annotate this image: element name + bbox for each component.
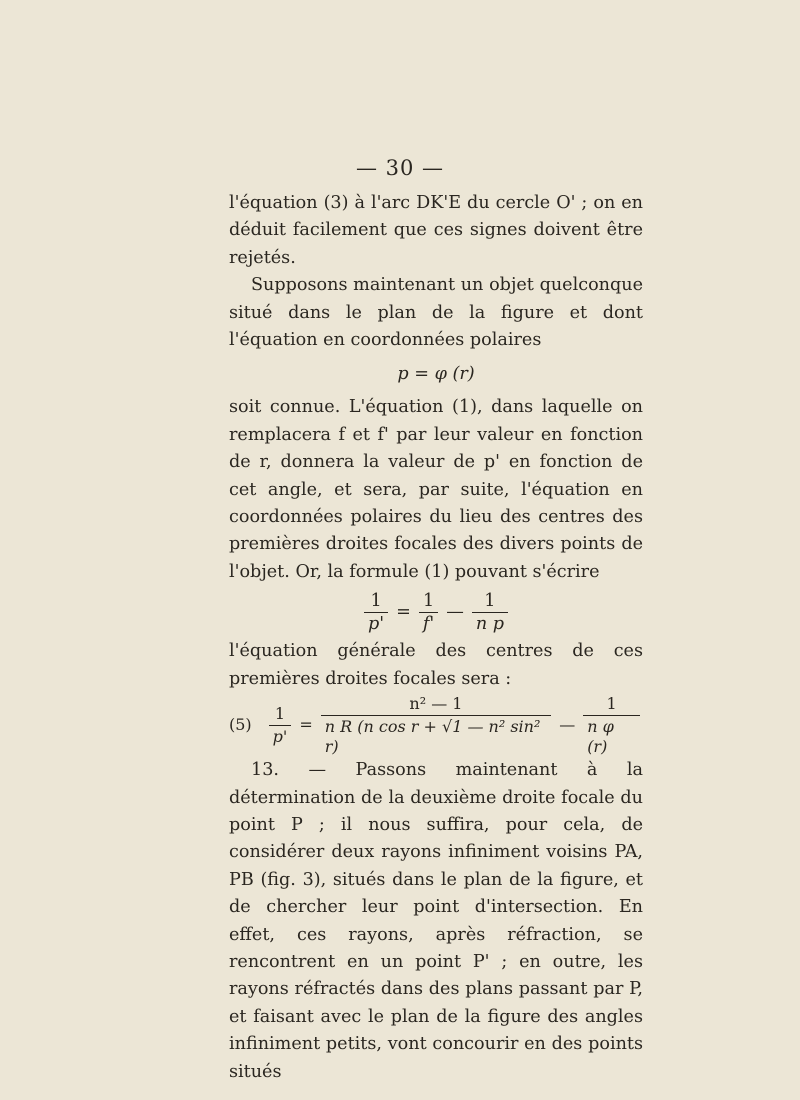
fraction-term-1 (419, 591, 438, 634)
fraction-numerator: 1 (606, 693, 617, 713)
equation-polar-text: p = φ (r) (397, 363, 475, 384)
minus-sign: — (559, 715, 576, 735)
equation-5 (229, 693, 643, 757)
paragraph-5: 13. — Passons maintenant à la détermination de la deuxième droite focale du point P ; il nous suffira, pour cela, de considérer deux rayons infiniment voisins PA, PB (fig. 3), situés dans le plan de la figure, et de chercher leur point d'intersection. En effet, ces rayons, après réfraction, se rencontrent en un point P' ; en outre, les rayons réfractés dans des plans passant par P, et faisant avec le plan de la figure des angles infiniment petits, vont concourir en des points situés (229, 760, 643, 1082)
paragraph-3: soit connue. L'équation (1), dans laquelle on remplacera f et f' par leur valeur en fonction de r, donnera la valeur de p' en fonction de cet angle, et sera, par suite, l'équation en coordonnées polaires du lieu des centres des premières droites focales des divers points de l'objet. Or, la formule (1) pouvant s'écrire (229, 397, 643, 582)
equation-1 (229, 586, 643, 638)
fraction-lhs (364, 591, 388, 634)
fraction-lhs (269, 704, 292, 747)
equation-polar (229, 354, 643, 394)
paragraph-4: l'équation générale des centres de ces premières droites focales sera : (229, 641, 643, 689)
paragraph-1: l'équation (3) à l'arc DK'E du cercle O' ; on en déduit facilement que ces signes doivent être rejetés. (229, 193, 643, 268)
equals-sign: = (299, 715, 313, 735)
fraction-numerator: 1 (484, 590, 496, 611)
fraction-denominator: p' (364, 612, 388, 634)
fraction-numerator: 1 (422, 590, 435, 611)
paragraph-2: Supposons maintenant un objet quelconque situé dans le plan de la figure et dont l'équation en coordonnées polaires (229, 275, 643, 351)
fraction-rhs (583, 694, 640, 757)
fraction-denominator: p' (269, 725, 292, 747)
page-body (229, 190, 643, 1086)
equation-label: (5) (229, 715, 252, 735)
page-number: — 30 — (355, 156, 445, 180)
fraction-denominator: f' (419, 612, 438, 634)
fraction-denominator: n φ (r) (583, 715, 640, 757)
fraction-middle (321, 694, 551, 757)
fraction-numerator: n² — 1 (409, 693, 463, 713)
equals-sign: = (396, 601, 411, 622)
minus-sign: — (446, 601, 464, 622)
fraction-numerator: 1 (274, 703, 286, 723)
fraction-denominator: n R (n cos r + √1 — n² sin² r) (321, 715, 551, 757)
fraction-numerator: 1 (370, 590, 382, 611)
fraction-denominator: n p (472, 612, 508, 634)
fraction-term-2 (472, 591, 508, 634)
